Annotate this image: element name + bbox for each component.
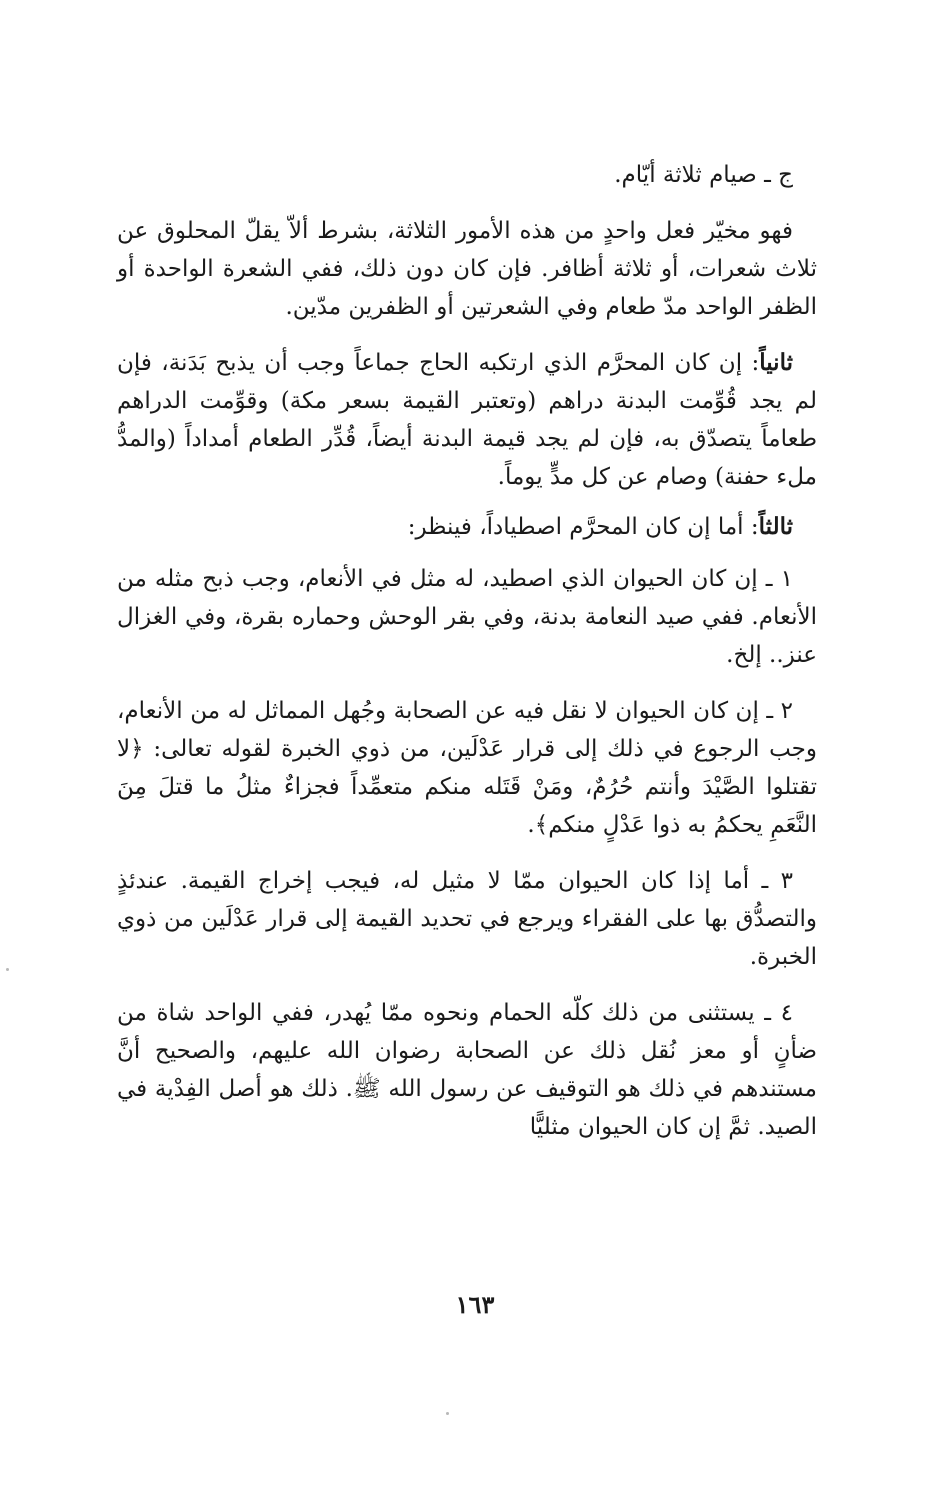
paragraph-6 bbox=[117, 692, 817, 844]
paragraph-7 bbox=[117, 862, 817, 976]
page-number: ١٦٣ bbox=[455, 1290, 495, 1319]
body-text bbox=[117, 156, 817, 1146]
paragraph-lead: ثالثاً bbox=[758, 513, 793, 540]
paragraph-text: ٢ ـ إن كان الحيوان لا نقل فيه عن الصحابة وجُهل المماثل له من الأنعام، وجب الرجوع في ذلك إلى قرار عَدْلَين، من ذوي الخبرة لقوله تعالى: ﴿لا تقتلوا الصَّيْدَ وأنتم حُرُمٌ، ومَنْ قَتَله منكم متعمِّداً فجزاءٌ مثلُ ما قتلَ مِنَ النَّعَمِ يحكمُ به ذوا عَدْلٍ منكم﴾. bbox=[117, 698, 817, 838]
paragraph-4 bbox=[117, 508, 817, 546]
paragraph-text: فهو مخيّر فعل واحدٍ من هذه الأمور الثلاثة، بشرط ألاّ يقلّ المحلوق عن ثلاث شعرات، أو ثلاثة أظافر. فإن كان دون ذلك، ففي الشعرة الواحدة أو الظفر الواحد مدّ طعام وفي الشعرتين أو الظفرين مدّين. bbox=[117, 218, 817, 320]
paragraph-5 bbox=[117, 560, 817, 674]
paragraph-text: ١ ـ إن كان الحيوان الذي اصطيد، له مثل في الأنعام، وجب ذبح مثله من الأنعام. ففي صيد النعامة بدنة، وفي بقر الوحش وحماره بقرة، وفي الغزال عنز.. إلخ. bbox=[117, 566, 817, 668]
scan-speck bbox=[446, 1412, 449, 1415]
paragraph-2 bbox=[117, 212, 817, 326]
paragraph-text: ٣ ـ أما إذا كان الحيوان ممّا لا مثيل له، فيجب إخراج القيمة. عندئذٍ والتصدُّق بها على الفقراء ويرجع في تحديد القيمة إلى قرار عَدْلَين من ذوي الخبرة. bbox=[117, 868, 817, 970]
paragraph-text: : إن كان المحرَّم الذي ارتكبه الحاج جماعاً وجب أن يذبح بَدَنة، فإن لم يجد قُوِّمت البدنة دراهم (وتعتبر القيمة بسعر مكة) وقوِّمت الدراهم طعاماً يتصدّق به، فإن لم يجد قيمة البدنة أيضاً، قُدِّر الطعام أمداداً (والمدُّ ملء حفنة) وصام عن كل مدٍّ يوماً. bbox=[117, 350, 817, 490]
paragraph-1 bbox=[117, 156, 817, 194]
paragraph-text: ج ـ صيام ثلاثة أيّام. bbox=[614, 162, 793, 188]
scan-speck bbox=[6, 968, 9, 971]
paragraph-text: ٤ ـ يستثنى من ذلك كلّه الحمام ونحوه ممّا يُهدر، ففي الواحد شاة من ضأنٍ أو معز نُقل ذلك عن الصحابة رضوان الله عليهم، والصحيح أنَّ مستندهم في ذلك هو التوقيف عن رسول الله ﷺ. ذلك هو أصل الفِدْية في الصيد. ثمَّ إن كان الحيوان مثليًّا bbox=[117, 1000, 817, 1140]
paragraph-lead: ثانياً bbox=[759, 349, 793, 376]
paragraph-3 bbox=[117, 344, 817, 496]
paragraph-text: : أما إن كان المحرَّم اصطياداً، فينظر: bbox=[407, 514, 759, 540]
paragraph-8 bbox=[117, 994, 817, 1146]
